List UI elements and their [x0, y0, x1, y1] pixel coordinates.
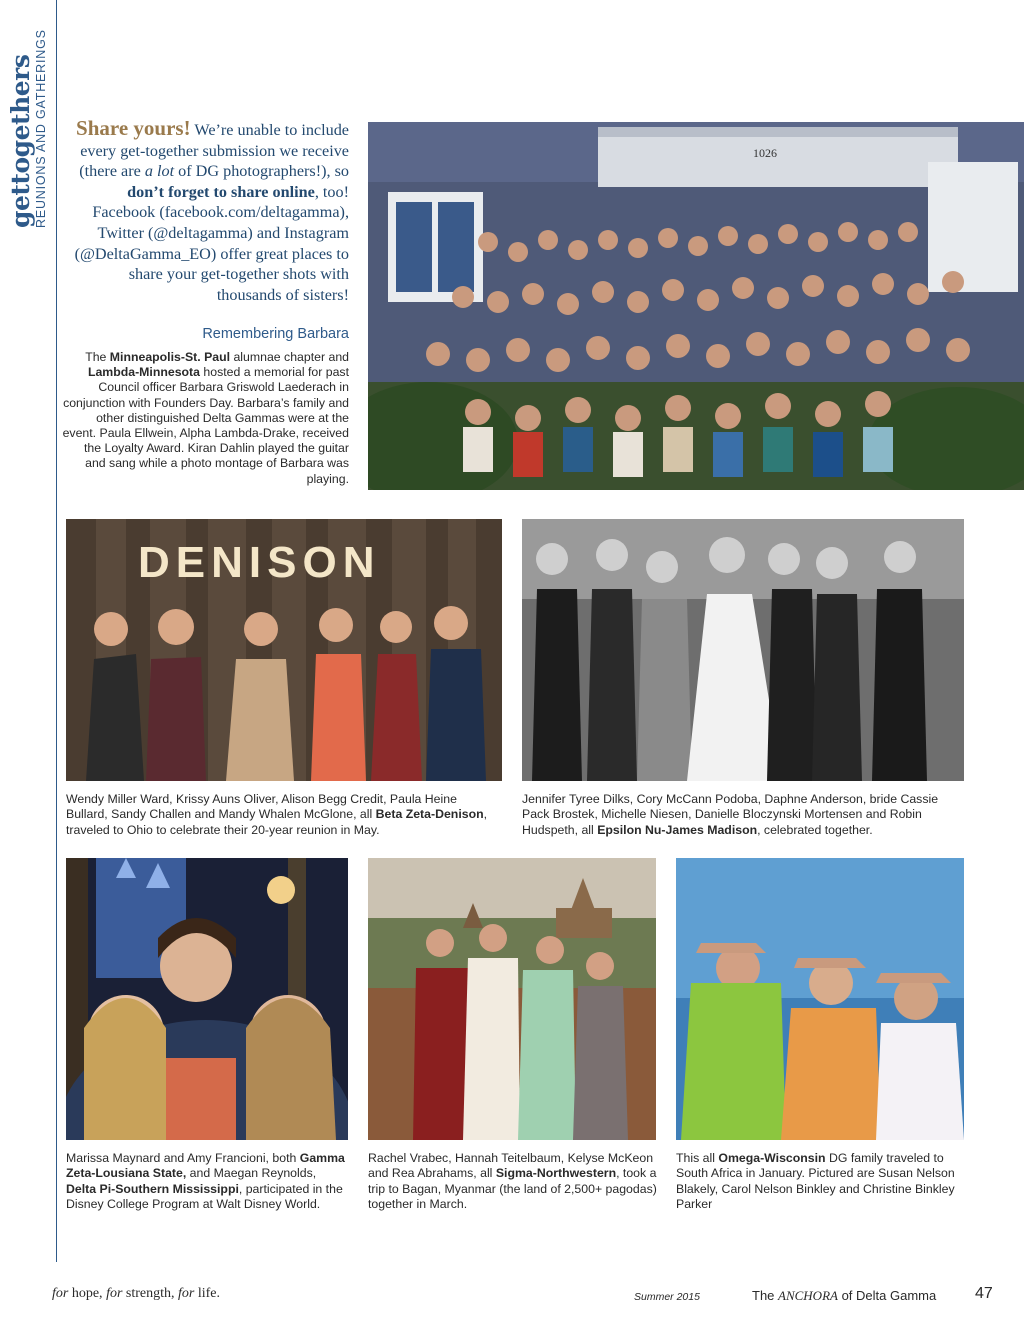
- bagan-caption: [368, 1151, 658, 1212]
- remembering-article: [62, 326, 349, 487]
- chapter-name: Gamma Zeta-Lousiana State,: [66, 1151, 345, 1181]
- chapter-name: Omega-Wisconsin: [718, 1151, 826, 1165]
- share-text: of DG photographers!), so: [174, 162, 349, 181]
- chapter-name: Epsilon Nu-James Madison: [597, 822, 758, 837]
- caption-text: Rachel Vrabec, Hannah Teitelbaum, Kelyse McKeon and Rea Abrahams, all: [368, 1151, 654, 1181]
- footer-motto: [52, 1286, 220, 1302]
- chapter-name: Beta Zeta-Denison: [375, 807, 484, 822]
- motto-text: hope,: [68, 1286, 107, 1301]
- caption-text: , took a trip to Bagan, Myanmar (the land of 2,500+ pagodas) together in March.: [368, 1166, 657, 1211]
- motto-for: for: [52, 1286, 69, 1301]
- caption-text: , participated in the Disney College Program at Walt Disney World.: [66, 1181, 343, 1211]
- chapter-name: Delta Pi-Southern Mississippi: [66, 1181, 239, 1196]
- caption-text: , traveled to Ohio to celebrate their 20-year reunion in May.: [66, 807, 488, 837]
- magazine-name: ANCHORA: [778, 1288, 838, 1303]
- motto-for: for: [178, 1286, 195, 1301]
- motto-text: life.: [194, 1286, 221, 1301]
- share-text: , too! Facebook (facebook.com/deltagamma), Twitter (@deltagamma) and Instagram (@DeltaGamma_EO) offer great places to share your get-together shots with thousands of sisters!: [74, 182, 349, 304]
- caption-text: This all: [676, 1151, 719, 1165]
- chapter-name: Sigma-Northwestern: [495, 1166, 617, 1181]
- body-text: The: [85, 350, 110, 364]
- share-intro: [62, 118, 349, 305]
- caption-text: , celebrated together.: [757, 822, 873, 837]
- south-africa-caption: [676, 1151, 966, 1212]
- wedding-caption: [522, 792, 968, 838]
- section-header: [8, 0, 54, 228]
- section-subtitle: REUNIONS AND GATHERINGS: [34, 29, 48, 228]
- share-emphasis: a lot: [144, 162, 175, 181]
- remembering-body: [62, 350, 349, 487]
- wedding-photo: [522, 519, 964, 781]
- caption-text: Marissa Maynard and Amy Francioni, both: [66, 1151, 300, 1165]
- bagan-photo: [368, 858, 656, 1140]
- denison-sign: DENISON: [138, 538, 381, 587]
- section-title: gettogethers: [6, 54, 35, 228]
- group-porch-photo: [368, 122, 1024, 490]
- disney-photo: [66, 858, 348, 1140]
- body-text: hosted a memorial for past Council officer Barbara Griswold Laederach in conjunction with Founders Day. Barbara’s family and other distinguished Delta Gammas were at the event. Paula Ellwein, Alpha Lambda-Drake, received the Loyalty Award. Kiran Dahlin played the guitar and sang while a photo montage of Barbara was playing.: [62, 365, 349, 486]
- caption-text: Wendy Miller Ward, Krissy Auns Oliver, Alison Begg Credit, Paula Heine Bullard, Sandy Challen and Mandy Whalen McGlone, all: [66, 792, 457, 822]
- body-text: alumnae chapter and: [230, 350, 349, 364]
- magazine-text: The: [752, 1288, 779, 1303]
- denison-reunion-photo: [66, 519, 502, 781]
- caption-text: Jennifer Tyree Dilks, Cory McCann Podoba, Daphne Anderson, bride Cassie Pack Brostek, Michelle Niesen, Danielle Bloczynski Mortensen and Robin Hudspeth, all: [522, 792, 939, 837]
- share-text: We’re unable to include every get-together submission we receive (there are: [79, 121, 349, 181]
- denison-caption: [66, 792, 502, 838]
- footer-magazine: [752, 1288, 936, 1304]
- remembering-heading: Remembering Barbara: [202, 326, 349, 342]
- caption-text: and Maegan Reynolds,: [186, 1166, 317, 1181]
- share-lead: Share yours!: [76, 116, 191, 140]
- house-number: 1026: [753, 146, 777, 160]
- caption-text: DG family traveled to South Africa in January. Pictured are Susan Nelson Blakely, Carol Nelson Binkley and Christine Binkley Parker: [676, 1151, 955, 1211]
- disney-caption: [66, 1151, 348, 1212]
- footer-issue: Summer 2015: [634, 1291, 700, 1303]
- share-bold: don’t forget to share online: [127, 182, 315, 201]
- chapter-name: Minneapolis-St. Paul: [109, 350, 231, 364]
- section-rule: [56, 0, 57, 1262]
- magazine-text: of Delta Gamma: [837, 1288, 937, 1303]
- motto-for: for: [106, 1286, 123, 1301]
- chapter-name: Lambda-Minnesota: [87, 365, 200, 380]
- page-number: 47: [975, 1285, 993, 1302]
- south-africa-photo: [676, 858, 964, 1140]
- motto-text: strength,: [122, 1286, 179, 1301]
